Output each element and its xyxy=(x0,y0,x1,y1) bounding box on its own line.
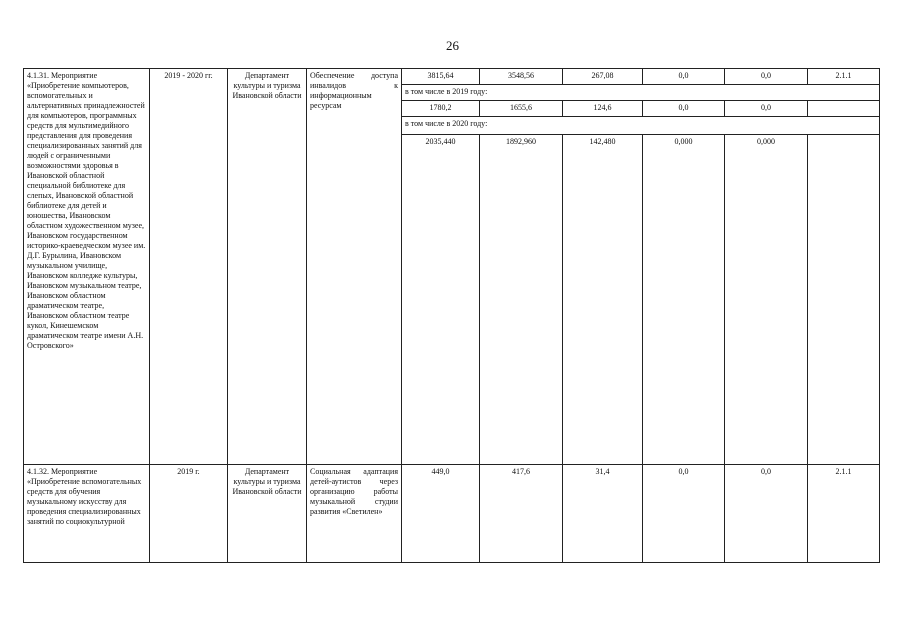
indicator-ref-cell: 2.1.1 xyxy=(808,69,880,85)
local-2020-cell: 0,000 xyxy=(643,135,725,465)
local-amount-cell: 0,0 xyxy=(643,465,725,563)
total-amount-cell: 3815,64 xyxy=(402,69,480,85)
measure-executor-cell: Департамент культуры и туризма Ивановской области xyxy=(228,69,307,465)
measure-period-cell: 2019 г. xyxy=(150,465,228,563)
other-2019-cell: 0,0 xyxy=(725,101,808,117)
regional-2019-cell: 124,6 xyxy=(563,101,643,117)
federal-amount-cell: 3548,56 xyxy=(480,69,563,85)
regional-amount-cell: 31,4 xyxy=(563,465,643,563)
measure-name-cell: 4.1.31. Мероприятие «Приобретение компьютеров, вспомогательных и альтернативных принадлежностей для компьютеров, программных средств для мультимедийного представления для проведения специализированных занятий для людей с ограниченными возможностями здоровья в Ивановской областной специальной библиотеке для слепых, Ивановской областной библиотеке для детей и юношества, Ивановском областном художественном музее, Ивановском государственном историко-краеведческом музее им. Д.Г. Бурылина, Ивановском музыкальном училище, Ивановском колледже культуры, Ивановском музыкальном театре, Ивановском областном драматическом театре, Ивановском областном театре кукол, Кинешемском драматическом театре имени А.Н. Островского» xyxy=(24,69,150,465)
total-amount-cell: 449,0 xyxy=(402,465,480,563)
table-row xyxy=(24,465,880,563)
program-measures-table xyxy=(23,68,880,563)
measure-executor-cell: Департамент культуры и туризма Ивановской области xyxy=(228,465,307,563)
page-number: 26 xyxy=(446,38,459,53)
federal-amount-cell: 417,6 xyxy=(480,465,563,563)
total-2020-cell: 2035,440 xyxy=(402,135,480,465)
local-amount-cell: 0,0 xyxy=(643,69,725,85)
measure-result-cell: Обеспечение доступа инвалидов к информационным ресурсам xyxy=(307,69,402,465)
indicator-ref-cell: 2.1.1 xyxy=(808,465,880,563)
empty-cell xyxy=(808,135,880,465)
empty-cell xyxy=(808,101,880,117)
total-2019-cell: 1780,2 xyxy=(402,101,480,117)
regional-2020-cell: 142,480 xyxy=(563,135,643,465)
measure-name-cell: 4.1.32. Мероприятие «Приобретение вспомогательных средств для обучения музыкальному искусству для проведения специализированных занятий по социокультурной xyxy=(24,465,150,563)
federal-2020-cell: 1892,960 xyxy=(480,135,563,465)
subtotal-2020-label: в том числе в 2020 году: xyxy=(402,117,880,135)
local-2019-cell: 0,0 xyxy=(643,101,725,117)
measure-period-cell: 2019 - 2020 гг. xyxy=(150,69,228,465)
other-amount-cell: 0,0 xyxy=(725,69,808,85)
table-row xyxy=(24,69,880,85)
subtotal-2019-label: в том числе в 2019 году: xyxy=(402,85,880,101)
federal-2019-cell: 1655,6 xyxy=(480,101,563,117)
regional-amount-cell: 267,08 xyxy=(563,69,643,85)
other-amount-cell: 0,0 xyxy=(725,465,808,563)
measure-result-cell: Социальная адаптация детей-аутистов через организацию работы музыкальной студии развития «Светилен» xyxy=(307,465,402,563)
other-2020-cell: 0,000 xyxy=(725,135,808,465)
